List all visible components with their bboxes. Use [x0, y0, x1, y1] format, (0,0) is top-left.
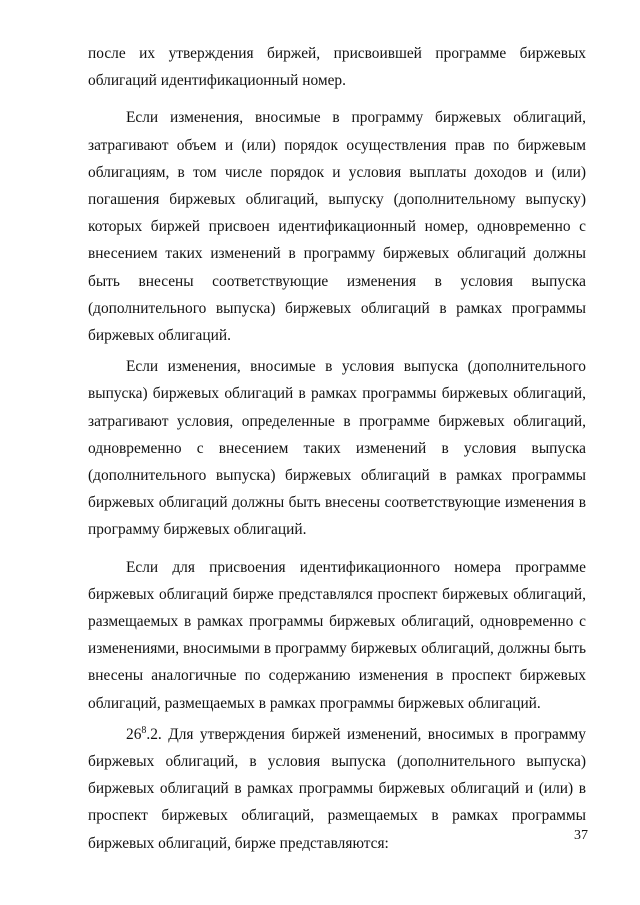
section-number-base: 26 — [126, 725, 142, 743]
page-number: 37 — [574, 828, 588, 843]
paragraph-issue-conditions-changes: Если изменения, вносимые в условия выпуска (дополнительного выпуска) биржевых облигаций в рамках программы биржевых облигаций, затрагивают условия, определенные в программе биржевых облигаций, одновременно с внесением таких изменений в условия выпуска (дополнительного выпуска) биржевых облигаций в рамках программы биржевых облигаций должны быть внесены соответствующие изменения в программу биржевых облигаций. — [88, 358, 586, 539]
paragraph-continuation: после их утверждения биржей, присвоившей программе биржевых облигаций идентификационный номер. — [88, 45, 586, 90]
paragraph-prospectus-changes: Если для присвоения идентификационного номера программе биржевых облигаций бирже представлялся проспект биржевых облигаций, размещаемых в рамках программы биржевых облигаций, одновременно с изменениями, вносимыми в программу биржевых облигаций, должны быть внесены аналогичные по содержанию изменения в проспект биржевых облигаций, размещаемых в рамках программы биржевых облигаций. — [88, 558, 586, 712]
section-number-suffix: .2. — [146, 725, 162, 743]
paragraph-section-26-8-2 — [88, 721, 586, 857]
paragraph-program-changes: Если изменения, вносимые в программу биржевых облигаций, затрагивают объем и (или) порядок осуществления прав по биржевым облигациям, в том числе порядок и условия выплаты доходов и (или) погашения биржевых облигаций, выпуску (дополнительному выпуску) которых биржей присвоен идентификационный номер, одновременно с внесением таких изменений в программу биржевых облигаций должны быть внесены соответствующие изменения в условия выпуска (дополнительного выпуска) биржевых облигаций в рамках программы биржевых облигаций. — [88, 109, 586, 345]
section-text: Для утверждения биржей изменений, вносимых в программу биржевых облигаций, в условия выпуска (дополнительного выпуска) биржевых облигаций в рамках программы биржевых облигаций и (или) в проспект биржевых облигаций, размещаемых в рамках программы биржевых облигаций, бирже представляются: — [88, 725, 586, 852]
section-number-superscript: 8 — [141, 724, 147, 736]
document-body — [88, 40, 586, 857]
